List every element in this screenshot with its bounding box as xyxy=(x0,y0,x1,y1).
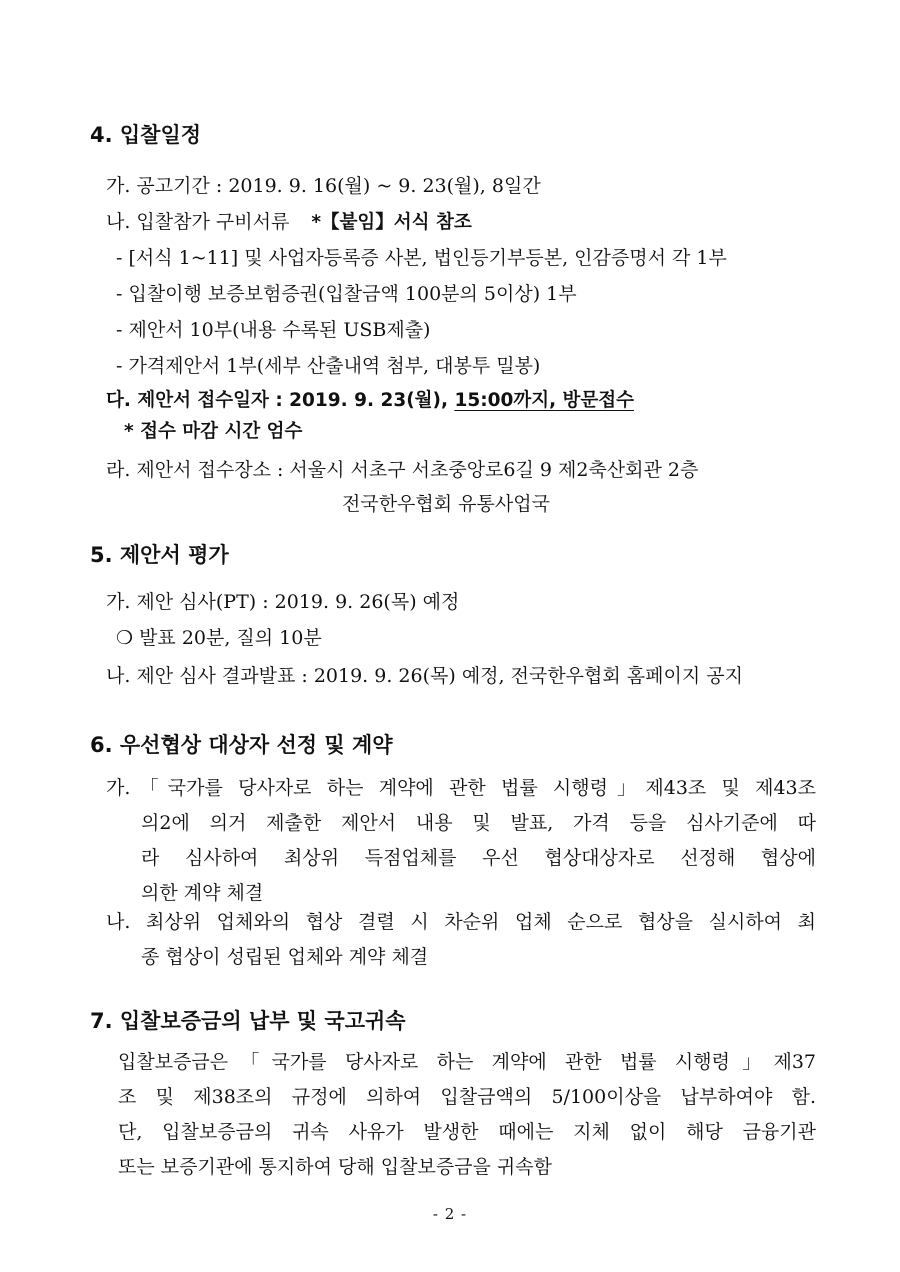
sec6-ga-line: 의2에 의거 제출한 제안서 내용 및 발표, 가격 등을 심사기준에 따 xyxy=(141,812,816,834)
sec4-na-item: - [서식 1~11] 및 사업자등록증 사본, 법인등기부등본, 인감증명서 각 1부 xyxy=(116,247,727,269)
sec4-da-note: * 접수 마감 시간 엄수 xyxy=(124,421,303,442)
sec6-na-line: 나. 최상위 업체와의 협상 결렬 시 차순위 업체 순으로 협상을 실시하여 최 xyxy=(106,911,816,933)
sec6-na-line: 종 협상이 성립된 업체와 계약 체결 xyxy=(141,946,429,968)
sec7-body-line: 단, 입찰보증금의 귀속 사유가 발생한 때에는 지체 없이 해당 금융기관 xyxy=(118,1121,816,1143)
sec4-na-item: - 제안서 10부(내용 수록된 USB제출) xyxy=(116,319,431,341)
sec5-ga-review: 가. 제안 심사(PT) : 2019. 9. 26(목) 예정 xyxy=(106,591,460,613)
sec6-ga-line: 가.「국가를 당사자로 하는 계약에 관한 법률 시행령」제43조 및 제43조 xyxy=(106,777,816,799)
section-7-title: 7. 입찰보증금의 납부 및 국고귀속 xyxy=(90,1009,406,1033)
sec4-da-underlined: 15:00까지, 방문접수 xyxy=(454,390,635,411)
sec4-ga-schedule: 가. 공고기간 : 2019. 9. 16(월) ~ 9. 23(월), 8일간 xyxy=(106,175,541,197)
sec5-na-result: 나. 제안 심사 결과발표 : 2019. 9. 26(목) 예정, 전국한우협회 홈페이지 공지 xyxy=(106,665,743,687)
sec4-na-prefix: 나. 입찰참가 구비서류 xyxy=(106,211,290,233)
sec4-da-deadline xyxy=(106,387,634,415)
sec4-ra-place-line1: 라. 제안서 접수장소 : 서울시 서초구 서초중앙로6길 9 제2축산회관 2층 xyxy=(106,459,699,481)
sec7-body-line: 조 및 제38조의 규정에 의하여 입찰금액의 5/100이상을 납부하여야 함. xyxy=(118,1086,816,1108)
page-number: - 2 - xyxy=(432,1205,468,1223)
sec7-body-line: 또는 보증기관에 통지하여 당해 입찰보증금을 귀속함 xyxy=(118,1156,552,1178)
sec4-na-note: *【붙임】서식 참조 xyxy=(311,212,472,233)
section-5-title: 5. 제안서 평가 xyxy=(90,543,229,567)
sec4-na-documents xyxy=(106,208,472,237)
sec4-ra-place-line2: 전국한우협회 유통사업국 xyxy=(342,493,550,515)
section-6-title: 6. 우선협상 대상자 선정 및 계약 xyxy=(90,733,393,757)
sec4-na-item: - 가격제안서 1부(세부 산출내역 첨부, 대봉투 밀봉) xyxy=(116,355,541,377)
sec4-da-prefix: 다. 제안서 접수일자 : 2019. 9. 23(월), xyxy=(106,390,455,411)
sec7-body-line: 입찰보증금은「국가를 당사자로 하는 계약에 관한 법률 시행령」제37 xyxy=(118,1051,816,1073)
sec6-ga-line: 라 심사하여 최상위 득점업체를 우선 협상대상자로 선정해 협상에 xyxy=(141,847,816,869)
sec5-circle-item: ❍ 발표 20분, 질의 10분 xyxy=(116,627,322,649)
section-4-title: 4. 입찰일정 xyxy=(90,123,202,147)
sec6-ga-line: 의한 계약 체결 xyxy=(141,882,264,904)
sec4-na-item: - 입찰이행 보증보험증권(입찰금액 100분의 5이상) 1부 xyxy=(116,283,577,305)
